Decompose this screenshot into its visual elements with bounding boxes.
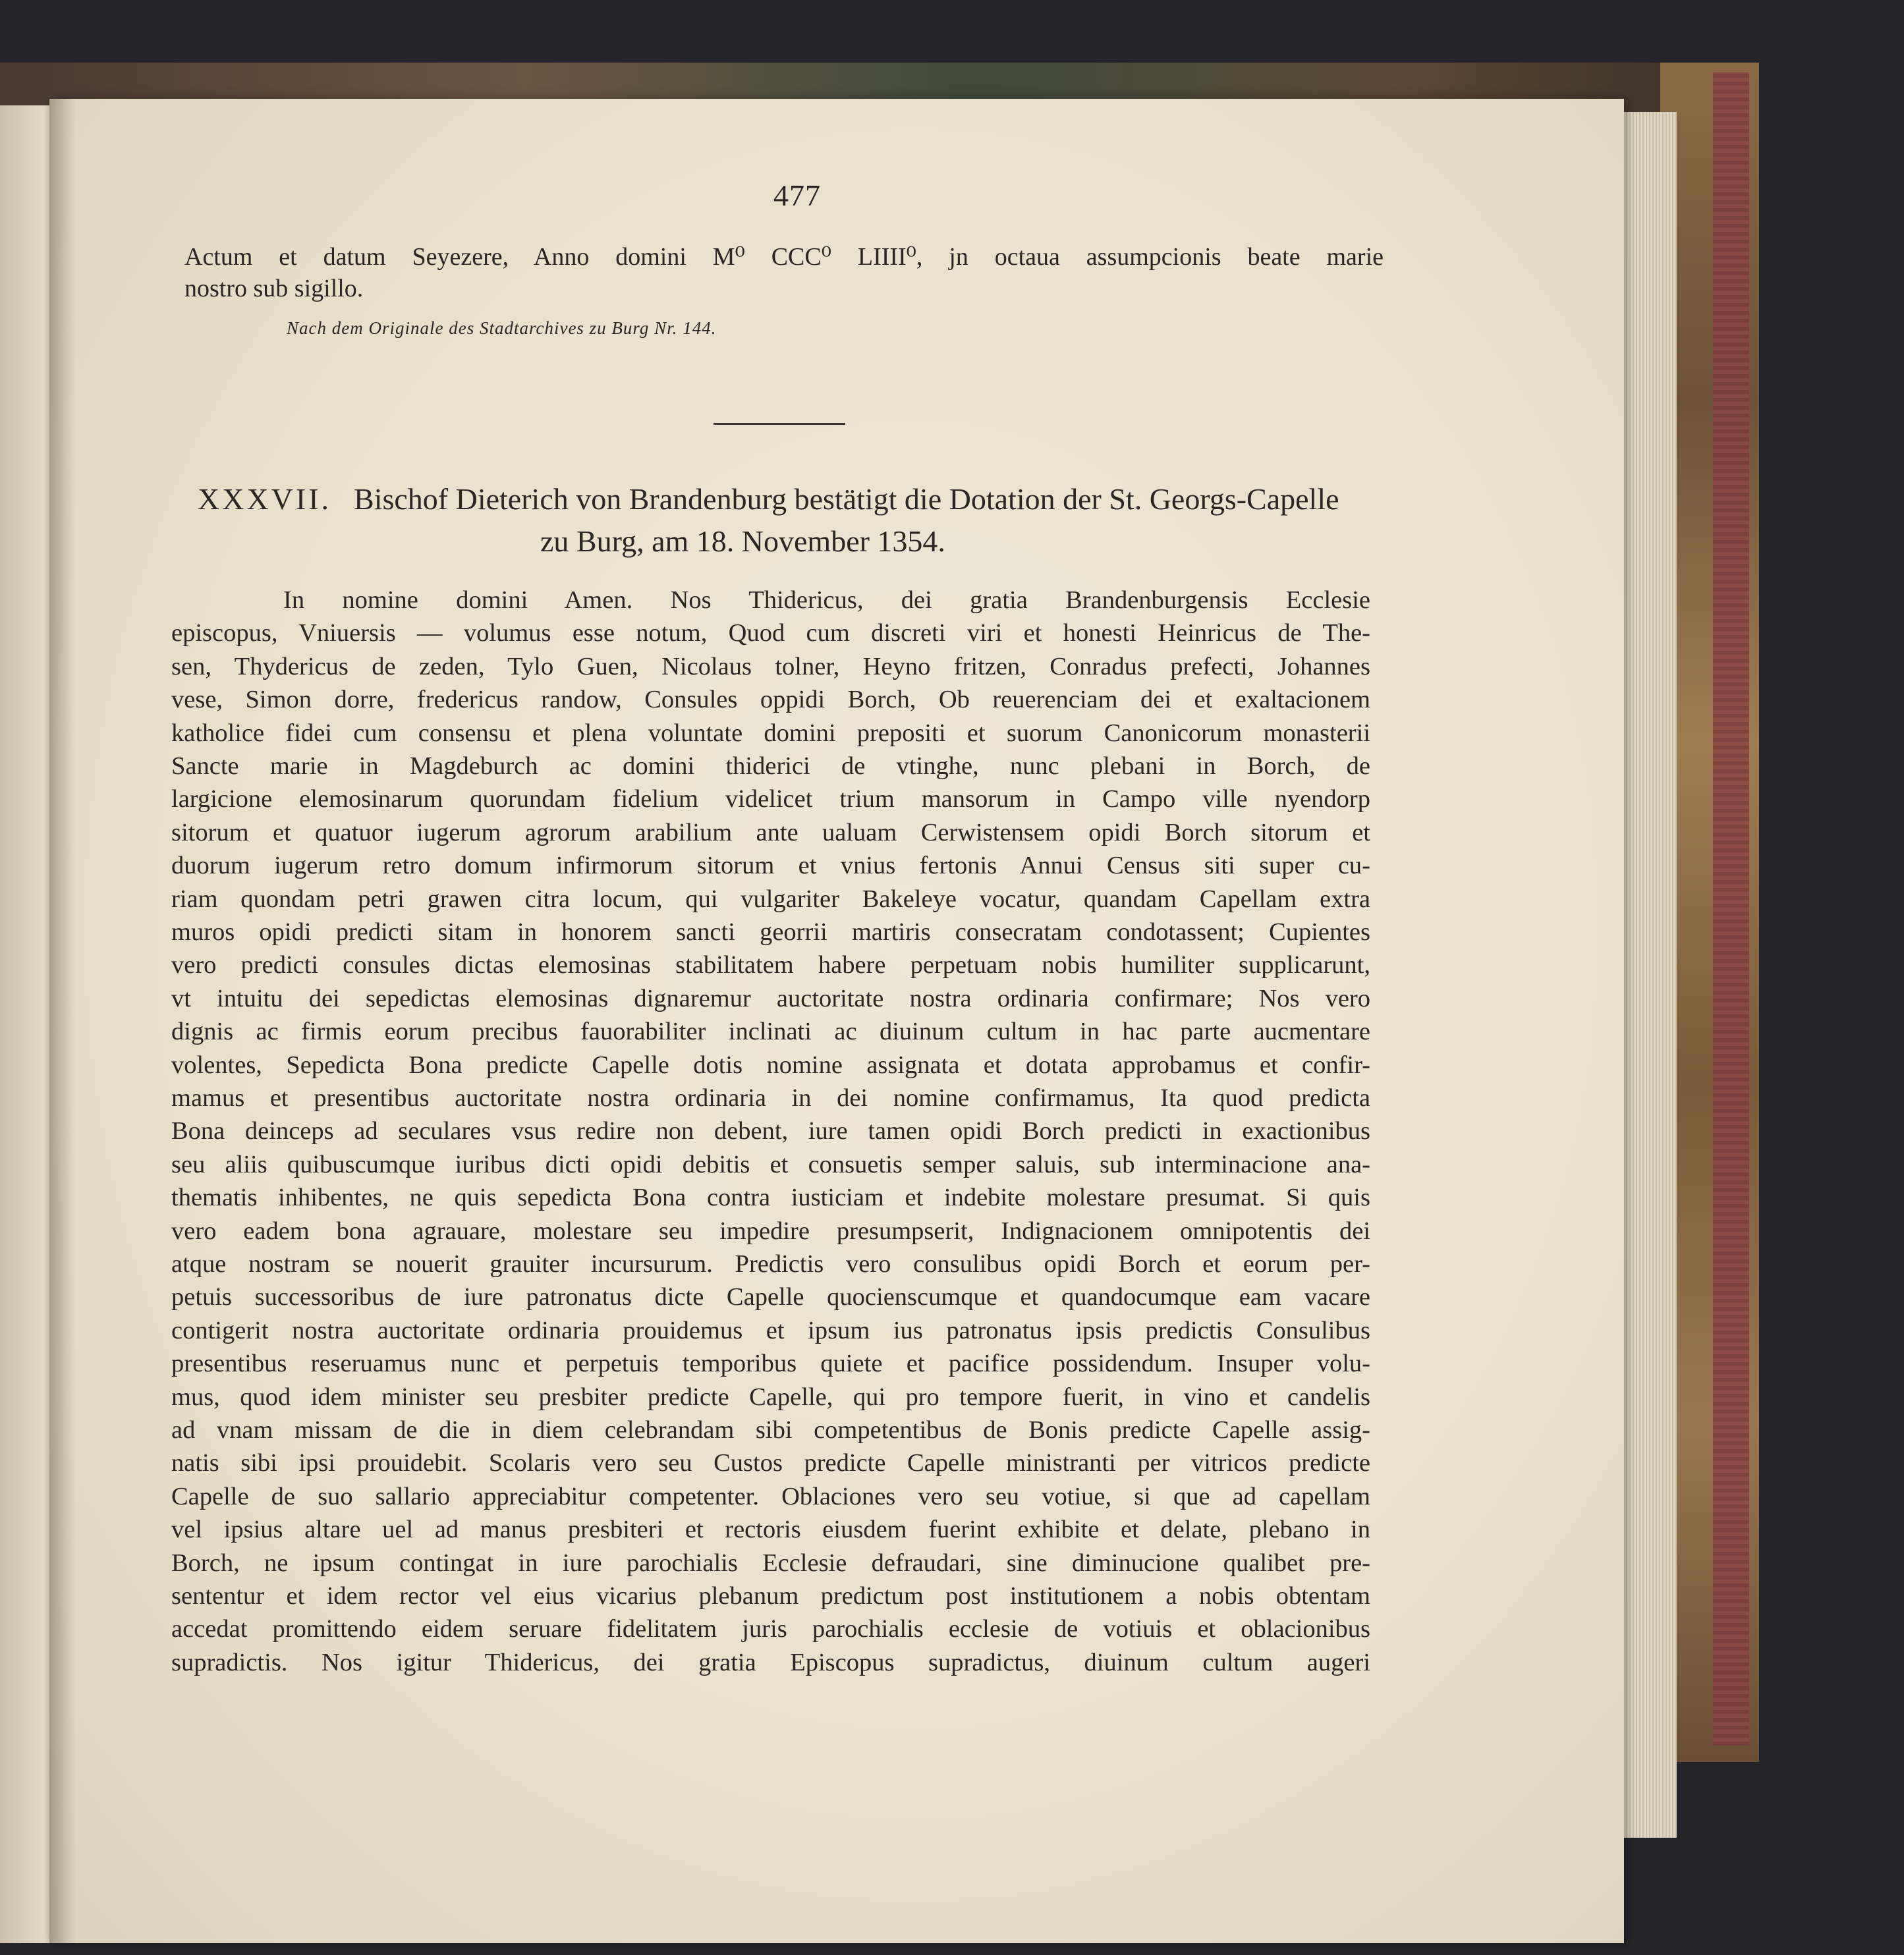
book-spine-edge <box>1713 72 1749 1746</box>
body-line: volentes, Sepedicta Bona predicte Capelle dotis nomine assignata et dotata approbamus et confir- <box>171 1051 1370 1079</box>
body-line: presentibus reseruamus nunc et perpetuis temporibus quiete et pacifice possidendum. Insuper volu- <box>171 1350 1370 1378</box>
body-line: Sancte marie in Magdeburch ac domini thiderici de vtinghe, nunc plebani in Borch, de <box>171 752 1370 780</box>
gutter-shadow <box>49 99 76 1943</box>
body-line: sen, Thydericus de zeden, Tylo Guen, Nicolaus tolner, Heyno fritzen, Conradus prefecti, Johannes <box>171 652 1370 680</box>
body-line: In nomine domini Amen. Nos Thidericus, dei gratia Brandenburgensis Ecclesie <box>283 586 1370 614</box>
body-line: sententur et idem rector vel eius vicarius plebanum predictum post institutionem a nobis obtentam <box>171 1582 1370 1610</box>
body-line: largicione elemosinarum quorundam fidelium videlicet trium mansorum in Campo ville nyendorp <box>171 785 1370 813</box>
heading-title-line1: Bischof Dieterich von Brandenburg bestätigt die Dotation der St. Georgs-Capelle <box>354 482 1339 516</box>
body-line: supradictis. Nos igitur Thidericus, dei gratia Episcopus supradictus, diuinum cultum augeri <box>171 1648 1370 1676</box>
body-line: thematis inhibentes, ne quis sepedicta Bona contra iusticiam et indebite molestare presumat. Si quis <box>171 1184 1370 1212</box>
body-line: seu aliis quibuscumque iuribus dicti opidi debitis et consuetis semper saluis, sub interminacione ana- <box>171 1150 1370 1178</box>
body-line: vero eadem bona agrauare, molestare seu impedire presumpserit, Indignacionem omnipotentis dei <box>171 1217 1370 1245</box>
document-heading <box>198 480 1357 519</box>
body-line: vel ipsius altare uel ad manus presbiteri et rectoris eiusdem fuerint exhibite et delate, plebano in <box>171 1516 1370 1544</box>
body-line: episcopus, Vniuersis — volumus esse notum, Quod cum discreti viri et honesti Heinricus de The- <box>171 619 1370 647</box>
body-line: Bona deinceps ad seculares vsus redire non debent, iure tamen opidi Borch predicti in exactionibus <box>171 1117 1370 1145</box>
page-number: 477 <box>773 179 821 212</box>
body-line: natis sibi ipsi prouidebit. Scolaris vero seu Custos predicte Capelle ministranti per vitricos predicte <box>171 1449 1370 1477</box>
body-line: vero predicti consules dictas elemosinas stabilitatem habere perpetuam nobis humiliter supplicarunt, <box>171 951 1370 979</box>
body-line: contigerit nostra auctoritate ordinaria prouidemus et ipsum ius patronatus ipsis predictis Consulibus <box>171 1316 1370 1344</box>
body-line: mus, quod idem minister seu presbiter predicte Capelle, qui pro tempore fuerit, in vino et candelis <box>171 1383 1370 1411</box>
body-line: vese, Simon dorre, fredericus randow, Consules oppidi Borch, Ob reuerenciam dei et exaltacionem <box>171 686 1370 714</box>
body-line: riam quondam petri grawen citra locum, qui vulgariter Bakeleye vocatur, quandam Capellam extra <box>171 885 1370 913</box>
body-line: sitorum et quatuor iugerum agrorum arabilium ante ualuam Cerwistensem opidi Borch sitorum et <box>171 818 1370 846</box>
source-note: Nach dem Originale des Stadtarchives zu Burg Nr. 144. <box>287 318 717 338</box>
body-line: muros opidi predicti sitam in honorem sancti georrii martiris consecratam condotassent; Cupientes <box>171 918 1370 946</box>
intro-line: Actum et datum Seyezere, Anno domini M⁰ CCC⁰ LIIII⁰, jn octaua assumpcionis beate marie <box>184 243 1384 271</box>
body-line: katholice fidei cum consensu et plena voluntate domini prepositi et suorum Canonicorum monasterii <box>171 719 1370 747</box>
section-divider <box>714 423 845 425</box>
body-line: mamus et presentibus auctoritate nostra ordinaria in dei nomine confirmamus, Ita quod predicta <box>171 1084 1370 1112</box>
body-line: ad vnam missam de die in diem celebrandam sibi competentibus de Bonis predicte Capelle assig- <box>171 1416 1370 1444</box>
intro-line: nostro sub sigillo. <box>184 275 364 302</box>
body-line: Borch, ne ipsum contingat in iure parochialis Ecclesie defraudari, sine diminucione qualibet pre- <box>171 1549 1370 1577</box>
body-line: accedat promittendo eidem seruare fidelitatem juris parochialis ecclesie de votiuis et oblacionibus <box>171 1615 1370 1643</box>
heading-title-line2: zu Burg, am 18. November 1354. <box>540 524 945 558</box>
body-line: Capelle de suo sallario appreciabitur competenter. Oblaciones vero seu votiue, si que ad capellam <box>171 1482 1370 1510</box>
body-line: dignis ac firmis eorum precibus fauorabiliter inclinati ac diuinum cultum in hac parte aucmentare <box>171 1018 1370 1046</box>
body-line: duorum iugerum retro domum infirmorum sitorum et vnius fertonis Annui Census siti super cu- <box>171 852 1370 880</box>
body-line: petuis successoribus de iure patronatus dicte Capelle quocienscumque et quandocumque eam vacare <box>171 1283 1370 1311</box>
document-number: XXXVII. <box>198 482 332 516</box>
body-line: atque nostram se nouerit grauiter incursurum. Predictis vero consulibus opidi Borch et eorum per- <box>171 1250 1370 1278</box>
body-line: vt intuitu dei sepedictas elemosinas dignaremur auctoritate nostra ordinaria confirmare; Nos vero <box>171 984 1370 1012</box>
